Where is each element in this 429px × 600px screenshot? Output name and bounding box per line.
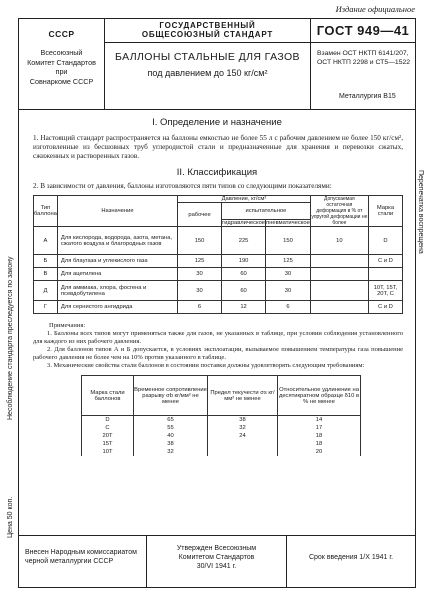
reprint-prohibited: Перепечатка воспрещена <box>417 170 424 254</box>
note-1: 1. Баллоны всех типов могут применяться также для газов, не указанных в таблице, при условии соблюдения установленного для каждого из них рабочего давления. <box>33 330 403 345</box>
row-steel: D <box>368 227 402 255</box>
section-2-text: 2. В зависимости от давления, баллоны изготовляются пяти типов со следующими показателями: <box>33 182 332 190</box>
note-3: 3. Механические свойства стали баллонов в состоянии поставки должны удовлетворять следующим требованиям: <box>47 362 365 369</box>
table-row <box>82 424 361 432</box>
row-purpose: Для блаугаза и углекислого газа <box>57 255 177 268</box>
col-steel: Марка стали <box>368 196 402 227</box>
legal-warning: Несоблюдение стандарта преследуется по закону <box>7 256 14 420</box>
issuer-block <box>19 19 105 109</box>
row-working: 30 <box>178 268 222 281</box>
properties-table <box>81 375 361 456</box>
row-purpose: Для сернистого ангидрида <box>57 301 177 314</box>
col-hydraulic: гидравлическое <box>222 220 266 226</box>
row-working: 30 <box>178 281 222 301</box>
row-yield-point: 32 <box>208 424 278 432</box>
approved-by: Утвержден Всесоюзным Комитетом Стандартов 30/VI 1941 г. <box>147 536 287 588</box>
committee-label: Всесоюзный Комитет Стандартов при Совнаркоме СССР <box>27 48 96 86</box>
section-1-text: 1. Настоящий стандарт распространяется на баллоны емкостью не более 55 л с рабочим давлением не более 150 кг/см², изготовленные из бесшовных труб углеродистой стали и предназначенные для хранения и перевозки сжатых, сжиженных и растворенных газов. <box>33 134 403 160</box>
document-subtitle: под давлением до 150 кг/см² <box>147 68 268 78</box>
row-elongation: 14 <box>278 416 361 424</box>
row-purpose: Для аммиака, хлора, фосгена и псевдобутилена <box>57 281 177 301</box>
row-steel: 10Т, 15Т, 20Т, С <box>368 281 402 301</box>
row-purpose: Для ацетилена <box>57 268 177 281</box>
price-note: Цена 50 коп. <box>7 496 14 538</box>
row-steel: C и D <box>368 255 402 268</box>
table-row <box>34 255 403 268</box>
col-yield-point: Предел текучести σs кг/мм² не менее <box>208 376 278 416</box>
row-type: Б <box>34 255 58 268</box>
row-hydraulic: 60 <box>222 281 266 301</box>
col-tensile-strength: Временное сопротивление разрыву σb кг/мм² не менее <box>134 376 208 416</box>
row-pneumatic: 150 <box>266 227 311 255</box>
row-residual <box>310 301 368 314</box>
table-row <box>34 281 403 301</box>
table-row <box>82 440 361 448</box>
row-steel-grade: C <box>82 424 134 432</box>
category-label: Металлургия В15 <box>339 93 396 100</box>
row-tensile-strength: 32 <box>134 448 208 456</box>
gost-number: ГОСТ 949—41 <box>311 19 415 43</box>
row-elongation: 18 <box>278 440 361 448</box>
row-yield-point: 38 <box>208 416 278 424</box>
col-purpose: Назначение <box>57 196 177 227</box>
row-residual <box>310 268 368 281</box>
row-pneumatic: 6 <box>266 301 311 314</box>
row-type: Д <box>34 281 58 301</box>
row-steel-grade: D <box>82 416 134 424</box>
row-residual <box>310 281 368 301</box>
section-1-title: I. Определение и назначение <box>152 117 282 128</box>
document-header <box>19 19 415 109</box>
col-elongation: Относительное удлинение на десятикратном образце δ10 в % не менее <box>278 376 361 416</box>
row-tensile-strength: 65 <box>134 416 208 424</box>
document-footer <box>19 535 415 587</box>
introduced-by: Внесен Народным комиссариатом черной металлургии СССР <box>19 536 147 588</box>
title-block <box>105 19 311 109</box>
row-residual: 10 <box>310 227 368 255</box>
row-tensile-strength: 40 <box>134 432 208 440</box>
row-elongation: 20 <box>278 448 361 456</box>
row-yield-point <box>208 440 278 448</box>
row-type: Г <box>34 301 58 314</box>
col-steel-grade: Марка стали баллонов <box>82 376 134 416</box>
row-yield-point: 24 <box>208 432 278 440</box>
row-pneumatic: 30 <box>266 281 311 301</box>
row-tensile-strength: 38 <box>134 440 208 448</box>
row-hydraulic: 190 <box>222 255 266 268</box>
standard-type: ГОСУДАРСТВЕННЫЙ ОБЩЕСОЮЗНЫЙ СТАНДАРТ <box>105 19 310 43</box>
col-pressure: Давление, кг/см² <box>178 196 311 203</box>
code-block <box>311 19 415 109</box>
row-type: В <box>34 268 58 281</box>
notes-block <box>19 322 415 370</box>
row-residual <box>310 255 368 268</box>
col-residual: Допускаемая остаточная деформация в % от упругой деформации не более <box>311 196 368 226</box>
official-edition-note: Издание официальное <box>335 4 415 14</box>
row-yield-point <box>208 448 278 456</box>
row-tensile-strength: 55 <box>134 424 208 432</box>
table-row <box>34 227 403 255</box>
country-label: СССР <box>48 29 75 39</box>
replaces-note: Взамен ОСТ НКТП 6141/207, ОСТ НКТП 2298 и СТ5—1522 <box>317 50 411 66</box>
col-type: Тип баллона <box>34 196 58 227</box>
row-purpose: Для кислорода, водорода, азота, метана, сжатого воздуха и благородных газов <box>57 227 177 255</box>
row-pneumatic: 30 <box>266 268 311 281</box>
row-type: А <box>34 227 58 255</box>
table-row <box>82 416 361 424</box>
row-steel <box>368 268 402 281</box>
row-hydraulic: 225 <box>222 227 266 255</box>
row-elongation: 18 <box>278 432 361 440</box>
section-2-title: II. Классификация <box>176 167 258 178</box>
row-working: 125 <box>178 255 222 268</box>
col-test: испытательное <box>222 203 311 220</box>
row-steel-grade: 20Т <box>82 432 134 440</box>
row-elongation: 17 <box>278 424 361 432</box>
col-working: рабочее <box>178 203 222 227</box>
types-table <box>33 195 403 314</box>
row-hydraulic: 60 <box>222 268 266 281</box>
table-row <box>82 448 361 456</box>
row-hydraulic: 12 <box>222 301 266 314</box>
table-row <box>34 301 403 314</box>
row-steel: С и D <box>368 301 402 314</box>
row-steel-grade: 10Т <box>82 448 134 456</box>
effective-date: Срок введения 1/X 1941 г. <box>308 554 394 561</box>
document-body <box>19 109 415 535</box>
document-title: БАЛЛОНЫ СТАЛЬНЫЕ ДЛЯ ГАЗОВ <box>115 51 300 63</box>
row-working: 150 <box>178 227 222 255</box>
document-frame <box>18 18 416 588</box>
notes-title: Примечания: <box>49 322 86 329</box>
row-working: 6 <box>178 301 222 314</box>
col-pneumatic: пневматическое <box>266 220 310 226</box>
table-row <box>82 432 361 440</box>
row-pneumatic: 125 <box>266 255 311 268</box>
row-steel-grade: 15Т <box>82 440 134 448</box>
left-margin-notes <box>7 120 15 540</box>
note-2: 2. Для баллонов типов А и Б допускается, в условиях эксплоатации, вызываемое повышением температуры газа повышение рабочего давления не более чем на 10% против указанного в таблице. <box>33 346 403 361</box>
table-row <box>34 268 403 281</box>
